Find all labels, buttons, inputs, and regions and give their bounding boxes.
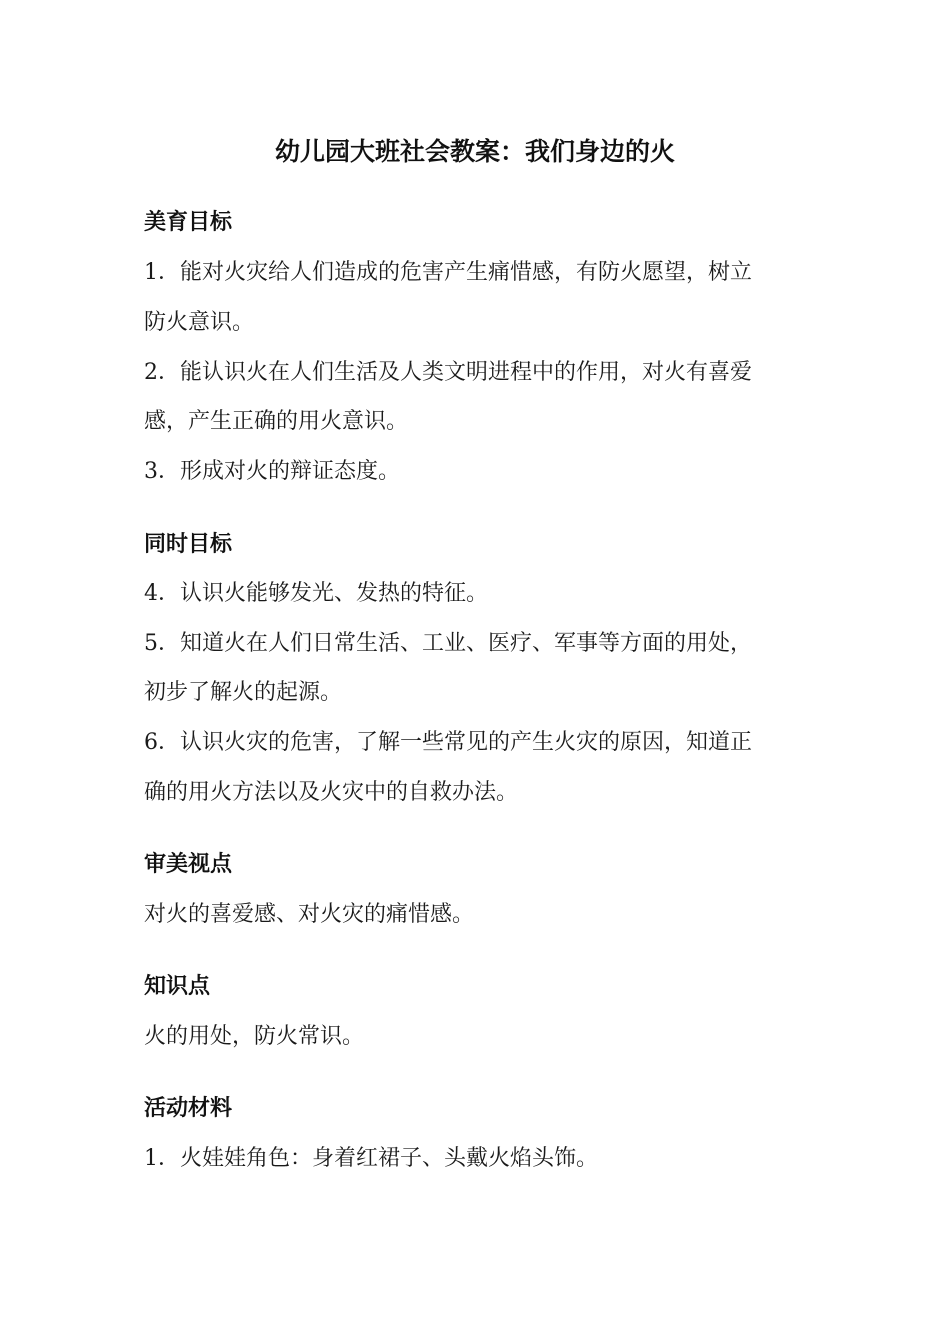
section-heading-parallel-goals: 同时目标 (144, 532, 233, 557)
paragraph-line: 确的用火方法以及火灾中的自救办法。 (144, 780, 519, 805)
section-heading-activity-materials: 活动材料 (144, 1096, 233, 1121)
section-heading-aesthetic-viewpoint: 审美视点 (144, 852, 233, 877)
paragraph-line: 防火意识。 (144, 310, 255, 335)
paragraph-line: 1．能对火灾给人们造成的危害产生痛惜感，有防火愿望，树立 (144, 260, 752, 285)
section-heading-knowledge-points: 知识点 (144, 974, 211, 999)
paragraph-line: 2．能认识火在人们生活及人类文明进程中的作用，对火有喜爱 (144, 360, 752, 385)
paragraph-line: 火的用处，防火常识。 (144, 1024, 365, 1049)
paragraph-line: 4．认识火能够发光、发热的特征。 (144, 581, 488, 606)
section-heading-aesthetic-goals: 美育目标 (144, 210, 233, 235)
paragraph-line: 6．认识火灾的危害，了解一些常见的产生火灾的原因，知道正 (144, 730, 752, 755)
document-title: 幼儿园大班社会教案：我们身边的火 (274, 137, 675, 166)
paragraph-line: 初步了解火的起源。 (144, 680, 343, 705)
paragraph-line: 对火的喜爱感、对火灾的痛惜感。 (144, 902, 475, 927)
paragraph-line: 3．形成对火的辩证态度。 (144, 459, 400, 484)
paragraph-line: 1．火娃娃角色：身着红裙子、头戴火焰头饰。 (144, 1146, 598, 1171)
paragraph-line: 感，产生正确的用火意识。 (144, 409, 409, 434)
paragraph-line: 5．知道火在人们日常生活、工业、医疗、军事等方面的用处， (144, 631, 752, 656)
